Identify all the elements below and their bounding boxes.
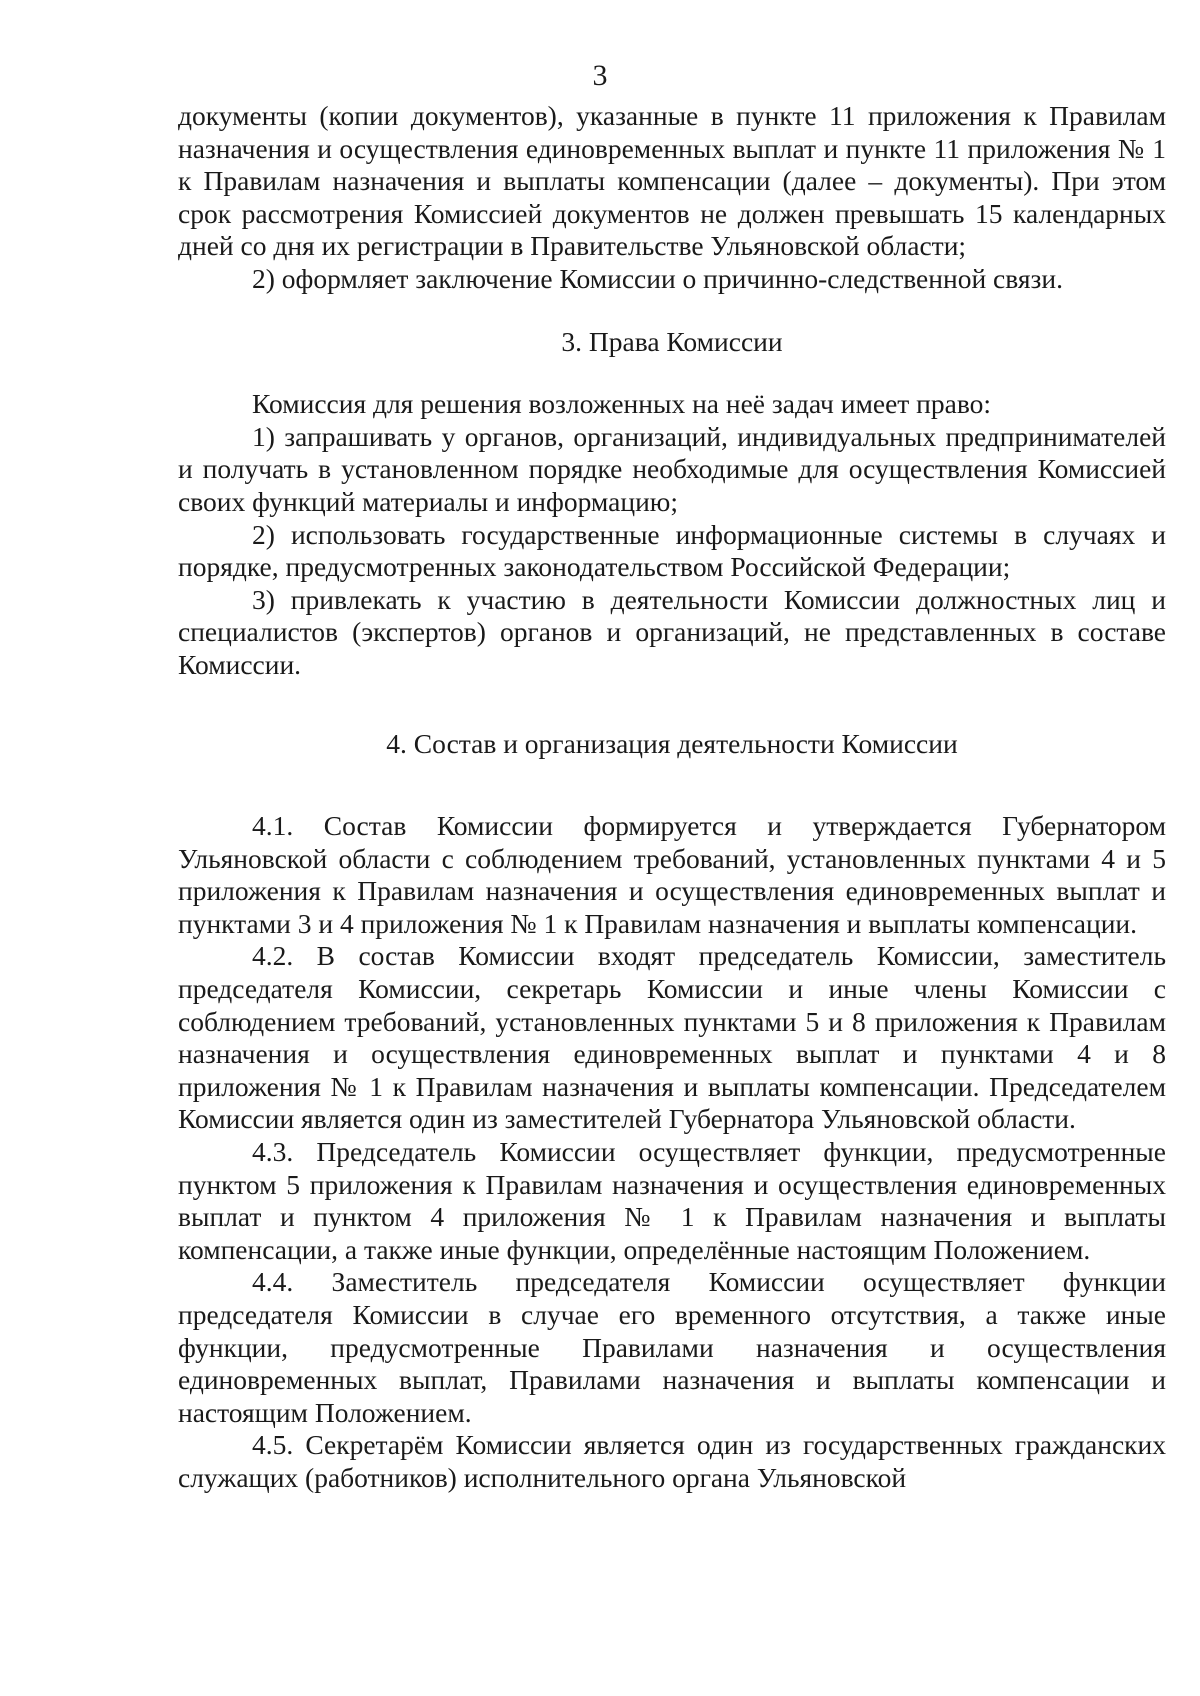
paragraph-right-1: 1) запрашивать у органов, организаций, индивидуальных предпринимателей и получать в установленном порядке необходимые для осуществления Комиссией своих функций материалы и информацию; <box>178 420 1166 517</box>
paragraph-right-2: 2) использовать государственные информационные системы в случаях и порядке, предусмотренных законодательством Российской Федерации; <box>178 518 1166 583</box>
paragraph-rights-intro: Комиссия для решения возложенных на неё задач имеет право: <box>252 388 992 420</box>
page-number: 3 <box>592 59 608 92</box>
paragraph-4-3: 4.3. Председатель Комиссии осуществляет функции, предусмотренные пунктом 5 приложения к Правилам назначения и осуществления единовременных выплат и пунктом 4 приложения № 1 к Правилам назначения и выплаты компенсации, а также иные функции, определённые настоящим Положением. <box>178 1136 1166 1265</box>
paragraph-right-3: 3) привлекать к участию в деятельности Комиссии должностных лиц и специалистов (экспертов) органов и организаций, не представленных в составе Комиссии. <box>178 583 1166 680</box>
paragraph-4-4: 4.4. Заместитель председателя Комиссии осуществляет функции председателя Комиссии в случае его временного отсутствия, а также иные функции, предусмотренные Правилами назначения и осуществления единовременных выплат, Правилами назначения и выплаты компенсации и настоящим Положением. <box>178 1266 1166 1428</box>
paragraph-4-5: 4.5. Секретарём Комиссии является один из государственных гражданских служащих (работников) исполнительного органа Ульяновской <box>178 1429 1166 1493</box>
paragraph-documents: документы (копии документов), указанные в пункте 11 приложения к Правилам назначения и осуществления единовременных выплат и пункте 11 приложения № 1 к Правилам назначения и выплаты компенсации (далее – документы). При этом срок рассмотрения Комиссией документов не должен превышать 15 календарных дней со дня их регистрации в Правительстве Ульяновской области; <box>178 100 1166 262</box>
paragraph-item-2: 2) оформляет заключение Комиссии о причинно-следственной связи. <box>252 262 1063 294</box>
section-heading-rights: 3. Права Комиссии <box>561 325 783 357</box>
paragraph-4-2: 4.2. В состав Комиссии входят председатель Комиссии, заместитель председателя Комиссии, секретарь Комиссии и иные члены Комиссии с соблюдением требований, установленных пунктами 5 и 8 приложения к Правилам назначения и осуществления единовременных выплат и пунктами 4 и 8 приложения № 1 к Правилам назначения и выплаты компенсации. Председателем Комиссии является один из заместителей Губернатора Ульяновской области. <box>178 940 1166 1135</box>
section-heading-composition: 4. Состав и организация деятельности Комиссии <box>386 727 958 759</box>
document-body <box>178 100 1166 1495</box>
paragraph-4-1: 4.1. Состав Комиссии формируется и утверждается Губернатором Ульяновской области с соблюдением требований, установленных пунктами 4 и 5 приложения к Правилам назначения и осуществления единовременных выплат и пунктами 3 и 4 приложения № 1 к Правилам назначения и выплаты компенсации. <box>178 810 1166 939</box>
